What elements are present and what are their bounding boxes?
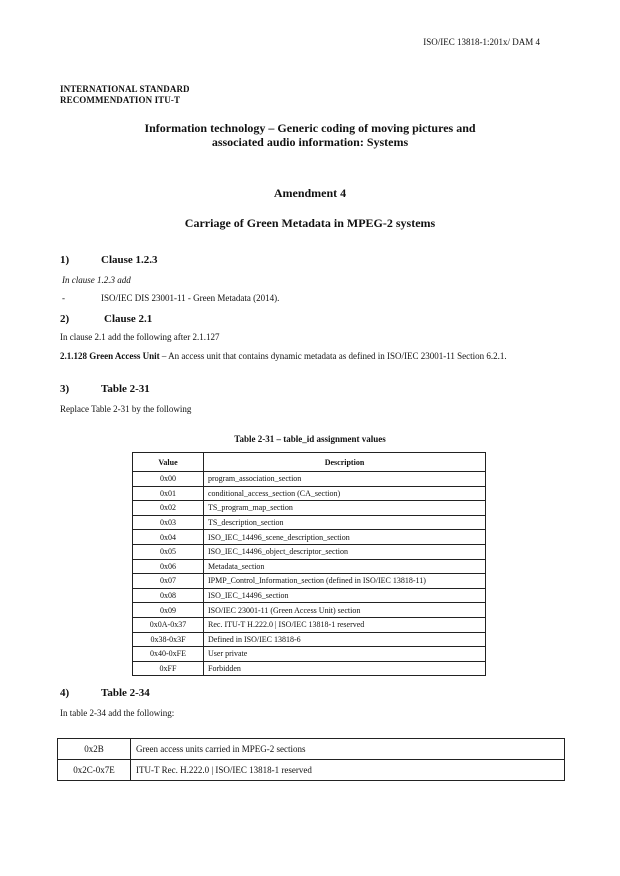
section-4-instruction: In table 2-34 add the following: (60, 708, 175, 718)
cell-description: TS_program_map_section (204, 501, 486, 516)
section-2-number: 2) (60, 313, 70, 325)
cell-value: 0x2B (58, 739, 131, 760)
cell-description: ISO/IEC 23001-11 (Green Access Unit) section (204, 603, 486, 618)
cell-description: Forbidden (204, 661, 486, 676)
table-row (133, 530, 486, 545)
bullet-dash: - (62, 293, 65, 303)
document-code: ISO/IEC 13818-1:201x/ DAM 4 (423, 37, 540, 47)
table-header-row (133, 453, 486, 472)
table-2-34-additions (57, 738, 565, 781)
table-row (133, 574, 486, 589)
table-row (133, 632, 486, 647)
section-4-title: Table 2-34 (101, 687, 150, 699)
document-title (0, 121, 620, 149)
table-row (58, 760, 565, 781)
cell-description: User private (204, 647, 486, 662)
table-row (133, 472, 486, 487)
cell-value: 0x06 (133, 559, 204, 574)
table-row (133, 559, 486, 574)
amendment-number: Amendment 4 (273, 186, 347, 200)
cell-value: 0x07 (133, 574, 204, 589)
amendment-title: Carriage of Green Metadata in MPEG-2 systems (184, 216, 436, 230)
cell-value: 0x08 (133, 588, 204, 603)
cell-value: 0x38-0x3F (133, 632, 204, 647)
cell-value: 0x04 (133, 530, 204, 545)
table-row (133, 603, 486, 618)
definition-paragraph (60, 351, 570, 362)
section-4-number: 4) (60, 687, 70, 699)
cell-description: ISO_IEC_14496_object_descriptor_section (204, 544, 486, 559)
cell-value: 0x2C-0x7E (58, 760, 131, 781)
section-2-instruction: In clause 2.1 add the following after 2.1.127 (60, 332, 220, 342)
column-header-description: Description (204, 453, 486, 472)
definition-text: – An access unit that contains dynamic metadata as defined in ISO/IEC 23001-11 Section 6.2.1. (159, 351, 507, 361)
definition-term: 2.1.128 Green Access Unit (60, 351, 160, 361)
cell-value: 0x05 (133, 544, 204, 559)
recommendation-label: RECOMMENDATION ITU-T (60, 95, 181, 105)
cell-value: 0x03 (133, 515, 204, 530)
title-line-2: associated audio information: Systems (211, 135, 409, 149)
cell-description: Rec. ITU-T H.222.0 | ISO/IEC 13818-1 reserved (204, 617, 486, 632)
table-row (133, 617, 486, 632)
table-row (133, 544, 486, 559)
section-3-title: Table 2-31 (101, 383, 150, 395)
cell-description: TS_description_section (204, 515, 486, 530)
section-1-item: ISO/IEC DIS 23001-11 - Green Metadata (2014). (101, 293, 280, 303)
table-row (133, 501, 486, 516)
section-1-instruction: In clause 1.2.3 add (62, 275, 131, 285)
table-row (133, 486, 486, 501)
standard-label: INTERNATIONAL STANDARD (60, 84, 190, 94)
table-row (133, 661, 486, 676)
table-2-31 (132, 452, 486, 676)
section-1-number: 1) (60, 254, 70, 266)
cell-value: 0x40-0xFE (133, 647, 204, 662)
column-header-value: Value (133, 453, 204, 472)
cell-description: ISO_IEC_14496_scene_description_section (204, 530, 486, 545)
cell-value: 0x09 (133, 603, 204, 618)
table-2-31-caption: Table 2-31 – table_id assignment values (234, 434, 386, 444)
section-3-number: 3) (60, 383, 70, 395)
cell-description: Defined in ISO/IEC 13818-6 (204, 632, 486, 647)
cell-description: conditional_access_section (CA_section) (204, 486, 486, 501)
cell-value: 0x02 (133, 501, 204, 516)
cell-description: Green access units carried in MPEG-2 sections (131, 739, 565, 760)
cell-value: 0x01 (133, 486, 204, 501)
section-3-instruction: Replace Table 2-31 by the following (60, 404, 192, 414)
cell-description: program_association_section (204, 472, 486, 487)
cell-description: IPMP_Control_Information_section (defined in ISO/IEC 13818-11) (204, 574, 486, 589)
title-line-1: Information technology – Generic coding of moving pictures and (144, 121, 476, 135)
cell-value: 0x0A-0x37 (133, 617, 204, 632)
cell-description: ITU-T Rec. H.222.0 | ISO/IEC 13818-1 reserved (131, 760, 565, 781)
section-1-title: Clause 1.2.3 (101, 254, 158, 266)
section-2-title: Clause 2.1 (104, 313, 153, 325)
table-row (133, 588, 486, 603)
table-row (133, 647, 486, 662)
table-row (58, 739, 565, 760)
cell-description: Metadata_section (204, 559, 486, 574)
table-row (133, 515, 486, 530)
cell-description: ISO_IEC_14496_section (204, 588, 486, 603)
cell-value: 0x00 (133, 472, 204, 487)
cell-value: 0xFF (133, 661, 204, 676)
